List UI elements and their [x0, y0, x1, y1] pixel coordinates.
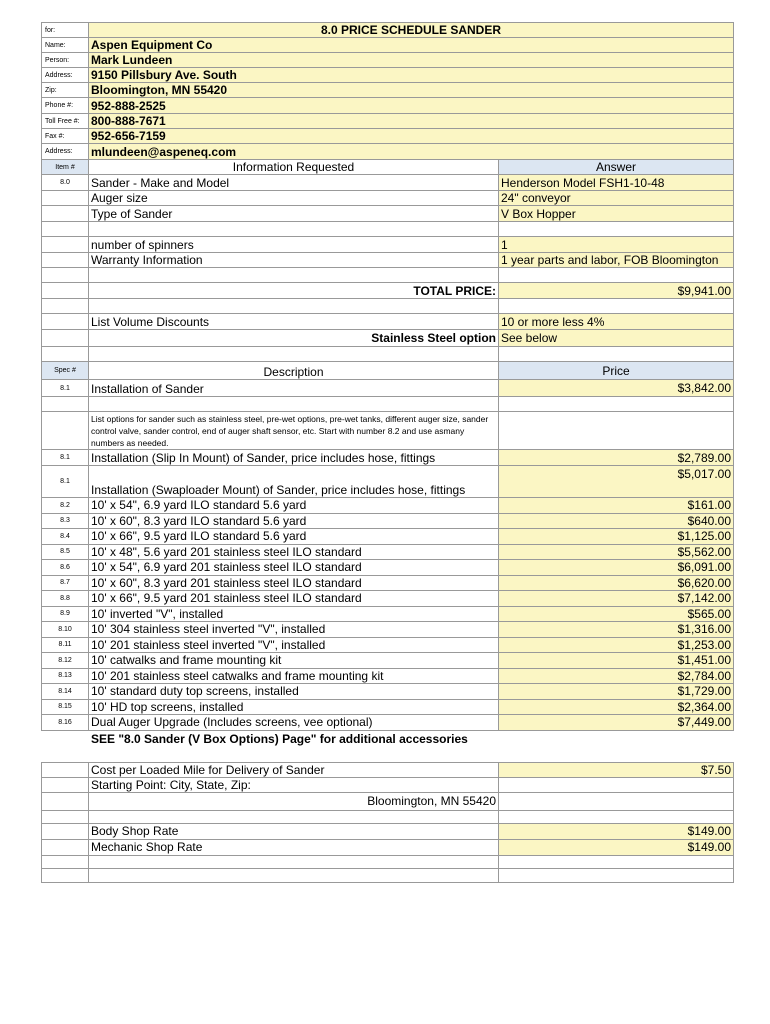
info-label: Sander - Make and Model — [89, 175, 499, 191]
contact-row — [41, 53, 734, 68]
spec-price[interactable]: $1,125.00 — [499, 529, 734, 545]
discount-label: List Volume Discounts — [89, 314, 499, 330]
spec-row — [41, 622, 734, 638]
spec-row — [41, 466, 734, 498]
spec-price[interactable]: $6,620.00 — [499, 576, 734, 592]
info-row — [41, 175, 734, 191]
spec-price[interactable]: $1,729.00 — [499, 684, 734, 700]
answer-value[interactable]: 1 — [499, 237, 734, 253]
total-label: TOTAL PRICE: — [89, 283, 499, 299]
spec-number: 8.5 — [41, 545, 89, 561]
spec-row — [41, 450, 734, 466]
info-label: Type of Sander — [89, 206, 499, 222]
contact-row — [41, 144, 734, 160]
spec-number: 8.1 — [41, 450, 89, 466]
answer-value[interactable]: Henderson Model FSH1-10-48 — [499, 175, 734, 191]
contact-row — [41, 98, 734, 114]
for-label: for: — [41, 22, 89, 38]
blank-row — [41, 222, 734, 237]
mechanic-shop-rate-value[interactable]: $149.00 — [499, 840, 734, 856]
info-row — [41, 191, 734, 206]
rate-row — [41, 824, 734, 840]
spec-price[interactable]: $5,017.00 — [499, 466, 734, 498]
spec-description: Dual Auger Upgrade (Includes screens, vee optional) — [89, 715, 499, 731]
options-note: List options for sander such as stainless steel, pre-wet options, pre-wet tanks, different auger size, sander control valve, sander control, end of auger shaft sensor, etc. Start with number 8.2 and use asmany numbers as needed. — [89, 412, 499, 450]
spec-number: 8.3 — [41, 514, 89, 530]
spec-number: 8.15 — [41, 700, 89, 716]
spec-price[interactable]: $5,562.00 — [499, 545, 734, 561]
blank-row — [41, 347, 734, 362]
delivery-row — [41, 762, 734, 778]
total-row — [41, 283, 734, 299]
blank-row — [41, 856, 734, 869]
answer-value[interactable]: 1 year parts and labor, FOB Bloomington — [499, 253, 734, 268]
spec-number: 8.12 — [41, 653, 89, 669]
contact-label: Address: — [41, 68, 89, 83]
spec-row — [41, 514, 734, 530]
info-label: Warranty Information — [89, 253, 499, 268]
info-row — [41, 237, 734, 253]
blank-row — [41, 869, 734, 883]
spec-price[interactable]: $2,784.00 — [499, 669, 734, 685]
spec-row — [41, 545, 734, 561]
start-row — [41, 778, 734, 793]
spec-description: 10' x 60", 8.3 yard 201 stainless steel ILO standard — [89, 576, 499, 592]
contact-label: Address: — [41, 144, 89, 160]
contact-value[interactable]: 800-888-7671 — [89, 114, 734, 129]
spec-description: Installation (Slip In Mount) of Sander, price includes hose, fittings — [89, 450, 499, 466]
start-value-row — [41, 793, 734, 811]
spec-price[interactable]: $1,253.00 — [499, 638, 734, 654]
spec-row — [41, 700, 734, 716]
contact-value[interactable]: 952-656-7159 — [89, 129, 734, 144]
spec-number: 8.16 — [41, 715, 89, 731]
spec-row — [41, 576, 734, 592]
discount-value[interactable]: 10 or more less 4% — [499, 314, 734, 330]
spec-description: 10' 304 stainless steel inverted "V", installed — [89, 622, 499, 638]
contact-value[interactable]: Aspen Equipment Co — [89, 38, 734, 53]
price-column-header: Price — [499, 362, 734, 380]
note-row — [41, 412, 734, 450]
spec-description: 10' catwalks and frame mounting kit — [89, 653, 499, 669]
spec-price[interactable]: $6,091.00 — [499, 560, 734, 576]
spec-price[interactable]: $1,316.00 — [499, 622, 734, 638]
spec-number: 8.1 — [41, 466, 89, 498]
blank-row — [41, 397, 734, 412]
info-row — [41, 253, 734, 268]
spec-row — [41, 638, 734, 654]
info-column-header: Information Requested — [89, 160, 499, 175]
page-title: 8.0 PRICE SCHEDULE SANDER — [89, 22, 734, 38]
spec-row — [41, 684, 734, 700]
contact-label: Person: — [41, 53, 89, 68]
spec-items — [41, 498, 734, 731]
answer-column-header: Answer — [499, 160, 734, 175]
spec-description: 10' inverted "V", installed — [89, 607, 499, 623]
contact-label: Name: — [41, 38, 89, 53]
spec-header-row — [41, 362, 734, 380]
spec-number: 8.2 — [41, 498, 89, 514]
spec-description: 10' standard duty top screens, installed — [89, 684, 499, 700]
description-column-header: Description — [89, 362, 499, 380]
spec-description: Installation of Sander — [89, 380, 499, 397]
contact-value[interactable]: Mark Lundeen — [89, 53, 734, 68]
spec-number: 8.1 — [41, 380, 89, 397]
spec-number: 8.6 — [41, 560, 89, 576]
spec-row — [41, 607, 734, 623]
contact-value[interactable]: 9150 Pillsbury Ave. South — [89, 68, 734, 83]
spec-row — [41, 529, 734, 545]
spec-price[interactable]: $7,142.00 — [499, 591, 734, 607]
info-label: number of spinners — [89, 237, 499, 253]
spec-description: 10' x 54", 6.9 yard ILO standard 5.6 yard — [89, 498, 499, 514]
total-value[interactable]: $9,941.00 — [499, 283, 734, 299]
spec-number: 8.9 — [41, 607, 89, 623]
spec-price[interactable]: $3,842.00 — [499, 380, 734, 397]
spec-price[interactable]: $640.00 — [499, 514, 734, 530]
spec-row — [41, 560, 734, 576]
info-header-row — [41, 160, 734, 175]
spec-number: 8.13 — [41, 669, 89, 685]
blank-row — [41, 268, 734, 283]
spec-price[interactable]: $2,364.00 — [499, 700, 734, 716]
spec-number: 8.11 — [41, 638, 89, 654]
delivery-cost-value[interactable]: $7.50 — [499, 762, 734, 778]
contact-label: Toll Free #: — [41, 114, 89, 129]
contact-row — [41, 83, 734, 98]
stainless-row — [41, 330, 734, 347]
body-shop-rate-value[interactable]: $149.00 — [499, 824, 734, 840]
price-schedule-sheet — [41, 22, 734, 883]
spec-number: 8.8 — [41, 591, 89, 607]
spec-number: 8.14 — [41, 684, 89, 700]
title-row — [41, 22, 734, 38]
spec-price[interactable]: $565.00 — [499, 607, 734, 623]
see-note-row — [41, 731, 734, 748]
contact-value[interactable]: 952-888-2525 — [89, 98, 734, 114]
spec-description: 10' x 66", 9.5 yard ILO standard 5.6 yard — [89, 529, 499, 545]
spec-price[interactable]: $161.00 — [499, 498, 734, 514]
spec-description: 10' x 66", 9.5 yard 201 stainless steel ILO standard — [89, 591, 499, 607]
contact-row — [41, 114, 734, 129]
spec-description: 10' x 48", 5.6 yard 201 stainless steel ILO standard — [89, 545, 499, 561]
spec-description: Installation (Swaploader Mount) of Sander, price includes hose, fittings — [89, 466, 499, 498]
contact-value[interactable]: Bloomington, MN 55420 — [89, 83, 734, 98]
contact-label: Fax #: — [41, 129, 89, 144]
answer-value[interactable]: 24" conveyor — [499, 191, 734, 206]
spec-row — [41, 653, 734, 669]
contact-row — [41, 68, 734, 83]
spec-description: 10' x 54", 6.9 yard 201 stainless steel ILO standard — [89, 560, 499, 576]
spec-row — [41, 498, 734, 514]
contact-label: Zip: — [41, 83, 89, 98]
see-accessories-note: SEE "8.0 Sander (V Box Options) Page" for additional accessories — [91, 732, 468, 746]
spec-number: 8.10 — [41, 622, 89, 638]
info-label: Auger size — [89, 191, 499, 206]
discount-row — [41, 314, 734, 330]
item-number: 8.0 — [41, 175, 89, 191]
spec-description: 10' 201 stainless steel inverted "V", installed — [89, 638, 499, 654]
body-shop-rate-label: Body Shop Rate — [89, 824, 499, 840]
spec-row — [41, 715, 734, 731]
contact-value[interactable]: mlundeen@aspeneq.com — [89, 144, 734, 160]
blank-row — [41, 299, 734, 314]
answer-value[interactable]: V Box Hopper — [499, 206, 734, 222]
spec-description: 10' 201 stainless steel catwalks and frame mounting kit — [89, 669, 499, 685]
starting-point-value[interactable]: Bloomington, MN 55420 — [89, 793, 499, 811]
info-row — [41, 206, 734, 222]
contact-row — [41, 129, 734, 144]
item-column-header: Item # — [41, 160, 89, 175]
spec-row — [41, 669, 734, 685]
spec-number: 8.7 — [41, 576, 89, 592]
spec-price[interactable]: $7,449.00 — [499, 715, 734, 731]
starting-point-label: Starting Point: City, State, Zip: — [89, 778, 499, 793]
rate-row — [41, 840, 734, 856]
spec-column-header: Spec # — [41, 362, 89, 380]
spec-row — [41, 380, 734, 397]
contact-row — [41, 38, 734, 53]
blank-row — [41, 811, 734, 824]
spec-description: 10' HD top screens, installed — [89, 700, 499, 716]
stainless-value[interactable]: See below — [499, 330, 734, 347]
spec-price[interactable]: $2,789.00 — [499, 450, 734, 466]
mechanic-shop-rate-label: Mechanic Shop Rate — [89, 840, 499, 856]
delivery-cost-label: Cost per Loaded Mile for Delivery of Sander — [89, 762, 499, 778]
spec-price[interactable]: $1,451.00 — [499, 653, 734, 669]
contact-label: Phone #: — [41, 98, 89, 114]
spec-row — [41, 591, 734, 607]
spec-number: 8.4 — [41, 529, 89, 545]
spec-description: 10' x 60", 8.3 yard ILO standard 5.6 yard — [89, 514, 499, 530]
stainless-label: Stainless Steel option — [89, 330, 499, 347]
